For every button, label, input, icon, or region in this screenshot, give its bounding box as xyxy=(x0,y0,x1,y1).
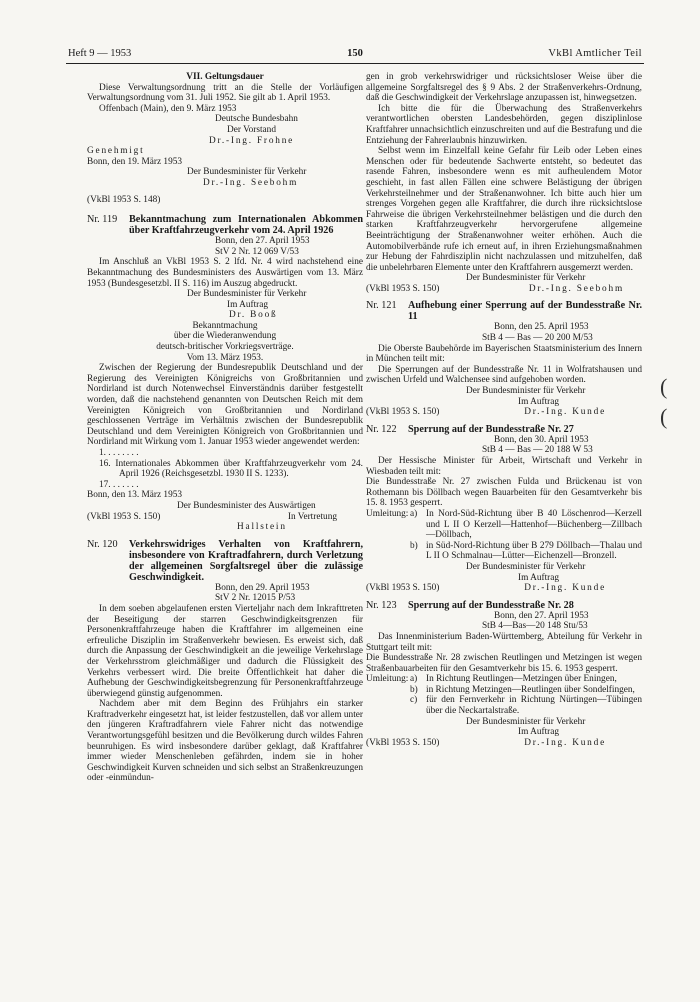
bk-title: Bekanntmachung xyxy=(192,320,258,331)
org-name: Deutsche Bundesbahn xyxy=(215,114,298,125)
minister-title: Der Bundesminister für Verkehr xyxy=(187,289,307,300)
signature-line xyxy=(366,284,642,295)
signature-line xyxy=(366,583,642,594)
auftrag-label: Im Auftrag xyxy=(518,572,560,583)
signer-name: Hallstein xyxy=(237,522,287,533)
signature-line xyxy=(366,738,642,749)
paragraph: Nachdem aber mit dem Beginn des Frühjahrs ein starker Kraftradverkehr eingesetzt hat, ist leider festzustellen, daß vor allem unter den jüngeren Kraftradfahrern viele Fahrer nicht das notwendige Verantwortungsgefühl besitzen und die Bevölkerung durch wildes Fahren beunruhigen. Es wird insbesondere darüber geklagt, daß Kraftfahrer immer wieder Menschenleben gefährden, indem sie in hoher Geschwindigkeit Kurven schneiden und sich selbst an Straßenkreuzungen oder -einmündun- xyxy=(87,699,363,784)
paragraph: Die Oberste Baubehörde im Bayerischen Staatsministerium des Innern in München teilt mit: xyxy=(366,343,642,365)
notice-date: Bonn, den 30. April 1953 xyxy=(494,434,589,445)
page-number: 150 xyxy=(347,48,363,59)
notice-date: Bonn, den 27. April 1953 xyxy=(494,610,589,621)
signer-name: Dr.-Ing. Seebohm xyxy=(528,283,624,294)
bk-date: Vom 13. März 1953. xyxy=(186,352,264,363)
reference: (VkBl 1953 S. 150) xyxy=(366,283,440,294)
notice-120-heading xyxy=(87,539,363,583)
detour-list xyxy=(366,509,642,562)
detour-list xyxy=(366,674,642,716)
margin-mark-1: ( xyxy=(660,374,668,399)
minister-title: Der Bundesminister für Verkehr xyxy=(466,273,586,284)
paragraph: Ich bitte die für die Überwachung des Straßenverkehrs verantwortlichen obersten Landesbehörden, gegen disziplinlose Kraftfahrer unnachsichtlich einzuschreiten und auf die Bestrafung und die Entziehung der Fahrerlaubnis hinzuwirken. xyxy=(366,103,642,146)
list-item: 17. . . . . . . xyxy=(99,479,139,490)
reference: (VkBl 1953 S. 150) xyxy=(366,407,440,418)
paragraph: gen in grob verkehrswidriger und rücksichtsloser Weise über die allgemeine Sorgfaltsregel des § 9 Abs. 2 der Straßenverkehrs-Ordnung, daß die Geschwindigkeit der Verkehrslage anzupassen ist, hinwegsetzen. xyxy=(366,72,642,104)
notice-number: Nr. 122 xyxy=(366,423,397,435)
place-date: Bonn, den 19. März 1953 xyxy=(87,156,183,167)
list-item: 1. . . . . . . . xyxy=(99,448,139,458)
notice-ref-no: StB 4—Bas—20 148 Stu/53 xyxy=(482,621,588,632)
auftrag-label: Im Auftrag xyxy=(518,727,560,738)
notice-title: Sperrung auf der Bundesstraße Nr. 28 xyxy=(408,599,574,611)
margin-mark-2: ( xyxy=(660,404,668,429)
detour-item: c) für den Fernverkehr in Richtung Nürtingen—Tübingen über die Neckartalstraße. xyxy=(410,695,642,717)
paragraph: Diese Verwaltungsordnung tritt an die Stelle der Vorläufigen Verwaltungsordnung vom 31. Juli 1952. Sie gilt ab 1. April 1953. xyxy=(87,82,363,104)
detour-item: a) In Nord-Süd-Richtung über B 40 Löschenrod—Kerzell und L II O Kerzell—Hattenhof—Büchenberg—Zillbach—Döllbach, xyxy=(410,508,642,541)
notice-121-heading xyxy=(366,300,642,322)
signature-line xyxy=(366,407,642,418)
minister-name: Dr.-Ing. Seebohm xyxy=(203,177,299,188)
approval-label: Genehmigt xyxy=(87,146,145,157)
paragraph: Die Sperrungen auf der Bundesstraße Nr. 11 in Wolfratshausen und zwischen Urfeld und Walchensee sind aufgehoben worden. xyxy=(366,364,642,386)
paragraph: Zwischen der Regierung der Bundesrepublik Deutschland und der Regierung des Vereinigten Königreichs von Großbritannien und Nordirland ist durch Notenwechsel Einverständnis darüber festgestellt worden, daß die nachstehend genannten von Deutschen Reich mit dem Vereinigten Königreich von Großbritannien und Nordirland geschlossenen Verträge im Verhältnis zwischen der Bundesrepublik Deutschland und dem Vereinigten Königreich von Großbritannien und Nordirland mit Wirkung vom 1. Januar 1953 wieder angewendet werden: xyxy=(87,363,363,448)
paragraph: Die Bundesstraße Nr. 27 zwischen Fulda und Brückenau ist von Rothemann bis Döllbach wegen Bauarbeiten für den Gesamtverkehr bis 15. 8. 1953 gesperrt. xyxy=(366,477,642,509)
notice-number: Nr. 119 xyxy=(87,214,118,226)
notice-number: Nr. 121 xyxy=(366,300,397,312)
vertretung-label: In Vertretung xyxy=(287,511,337,522)
issue-label: Heft 9 — 1953 xyxy=(68,48,132,59)
signer-name: Dr.-Ing. Kunde xyxy=(524,737,606,748)
detour-item: b) in Süd-Nord-Richtung über B 279 Döllbach—Thalau und L II O Schmalnau—Lütter—Eichenzell—Bronzell. xyxy=(410,540,642,562)
notice-123-heading xyxy=(366,600,642,611)
reference: (VkBl 1953 S. 148) xyxy=(87,194,161,205)
notice-ref-no: StV 2 Nr. 12015 P/53 xyxy=(215,593,296,604)
notice-ref-no: StB 4 — Bas — 20 200 M/53 xyxy=(482,333,593,344)
paragraph: Selbst wenn im Einzelfall keine Gefahr für Leib oder Leben eines Menschen oder für bedeutende Sachwerte entsteht, so bedeutet das rasende Fahren, insbesondere wenn es mit aufheulendem Motor geschieht, in fast allen Fällen eine schwere Belästigung der übrigen Verkehrsteilnehmer und der Straßenanwohner. Ich bitte auch hier um strenges Vorgehen gegen alle Kraftfahrer, die durch ihre rücksichtslose Fahrweise die übrigen Verkehrsteilnehmer belästigen und die durch den starken Kraftfahrzeugverkehr hervorgerufene allgemeine Beeinträchtigung der Straßenanwohner weiter erhöhen. Auch die Automobilverbände rufe ich erneut auf, in ihren Erziehungsmaßnahmen zur Hebung der Fahrdisziplin nicht nachzulassen und mitzuhelfen, daß die unbelehrbaren Elemente unter den Kraftfahrern ausgemerzt werden. xyxy=(366,146,642,273)
signer-name: Dr.-Ing. Kunde xyxy=(524,407,606,418)
place-date: Offenbach (Main), den 9. März 1953 xyxy=(99,103,237,114)
paragraph: Die Bundesstraße Nr. 28 zwischen Reutlingen und Metzingen ist wegen Straßenbauarbeiten für den Gesamtverkehr bis 15. 6. 1953 gesperrt. xyxy=(366,653,642,674)
notice-title: Aufhebung einer Sperrung auf der Bundesstraße Nr. 11 xyxy=(408,300,642,323)
notice-date: Bonn, den 27. April 1953 xyxy=(215,236,310,247)
signer-name: Dr.-Ing. Frohne xyxy=(209,135,295,146)
notice-number: Nr. 123 xyxy=(366,599,397,611)
left-column xyxy=(87,72,363,784)
minister-title: Der Bundesminister des Auswärtigen xyxy=(177,500,316,511)
signer-name: Dr. Booß xyxy=(229,310,278,321)
minister-title: Der Bundesminister für Verkehr xyxy=(187,167,307,178)
signature-line xyxy=(87,512,363,523)
notice-date: Bonn, den 29. April 1953 xyxy=(215,582,310,593)
bk-line: deutsch-britischer Vorkriegsverträge. xyxy=(156,342,294,353)
notice-122-heading xyxy=(366,424,642,435)
detour-label: Umleitung: xyxy=(366,508,409,519)
reference: (VkBl 1953 S. 150) xyxy=(366,583,440,594)
place-date: Bonn, den 13. März 1953 xyxy=(87,490,183,501)
detour-item: a) In Richtung Reutlingen—Metzingen über Eningen, xyxy=(410,674,617,685)
reference: (VkBl 1953 S. 150) xyxy=(366,737,440,748)
notice-title: Verkehrswidriges Verhalten von Kraftfahrern, insbesondere von Kraftradfahrern, durch Verletzung der allgemeinen Sorgfaltsregel über die zulässige Geschwindigkeit. xyxy=(129,538,363,583)
notice-ref-no: StB 4 — Bas — 20 188 W 53 xyxy=(482,445,593,456)
publication-label: VkBl Amtlicher Teil xyxy=(548,48,642,59)
detour-label: Umleitung: xyxy=(366,674,409,685)
notice-ref-no: StV 2 Nr. 12 069 V/53 xyxy=(215,246,299,257)
header-rule xyxy=(66,63,644,64)
paragraph: In dem soeben abgelaufenen ersten Vierteljahr nach dem Inkrafttreten der Beseitigung der starren Geschwindigkeitsgrenzen für Personenkraftfahrzeuge haben die Kraftfahrer im allgemeinen eine erfreuliche Disziplin im Straßenverkehr bewiesen. Es erweist sich, daß durch die Anpassung der Geschwindigkeit an die jeweilige Verkehrslage der Verkehrsstrom gleichmäßiger und dadurch die Flüssigkeit des Verkehrs verbessert wird. Die breite Öffentlichkeit hat daher die Aufhebung der Geschwindigkeitsbegrenzung für Personenkraftfahrzeuge überwiegend günstig aufgenommen. xyxy=(87,603,363,699)
signer-name: Dr.-Ing. Kunde xyxy=(524,583,606,594)
notice-119-heading xyxy=(87,214,363,236)
paragraph: Das Innenministerium Baden-Württemberg, Abteilung für Verkehr in Stuttgart teilt mit: xyxy=(366,631,642,653)
section-heading: VII. Geltungsdauer xyxy=(186,72,264,82)
page-header xyxy=(68,48,642,62)
list-item: 16. Internationales Abkommen über Kraftfahrzeugverkehr vom 24. April 1926 (Reichsgesetzbl. 1930 II S. 1233). xyxy=(99,458,363,480)
notice-number: Nr. 120 xyxy=(87,538,118,550)
minister-title: Der Bundesminister für Verkehr xyxy=(466,716,586,727)
minister-title: Der Bundesminister für Verkehr xyxy=(466,386,586,397)
reference: (VkBl 1953 S. 150) xyxy=(87,511,161,522)
paragraph: Im Anschluß an VkBl 1953 S. 2 lfd. Nr. 4 wird nachstehend eine Bekanntmachung des Bundesministers des Auswärtigen vom 13. März 1953 (Bundesgesetzbl. II S. 116) im Auszug abgedruckt. xyxy=(87,257,363,289)
notice-title: Sperrung auf der Bundesstraße Nr. 27 xyxy=(408,423,574,435)
paragraph: Der Hessische Minister für Arbeit, Wirtschaft und Verkehr in Wiesbaden teilt mit: xyxy=(366,456,642,477)
minister-title: Der Bundesminister für Verkehr xyxy=(466,561,586,572)
auftrag-label: Im Auftrag xyxy=(518,396,560,407)
auftrag-label: Im Auftrag xyxy=(227,299,269,310)
notice-title: Bekanntmachung zum Internationalen Abkommen über Kraftfahrzeugverkehr vom 24. April 1926 xyxy=(129,214,363,237)
bk-line: über die Wiederanwendung xyxy=(173,331,277,342)
notice-date: Bonn, den 25. April 1953 xyxy=(494,322,589,333)
org-board: Der Vorstand xyxy=(227,124,276,135)
right-column xyxy=(366,72,642,748)
detour-item: b) in Richtung Metzingen—Reutlingen über Sondelfingen, xyxy=(410,684,635,695)
